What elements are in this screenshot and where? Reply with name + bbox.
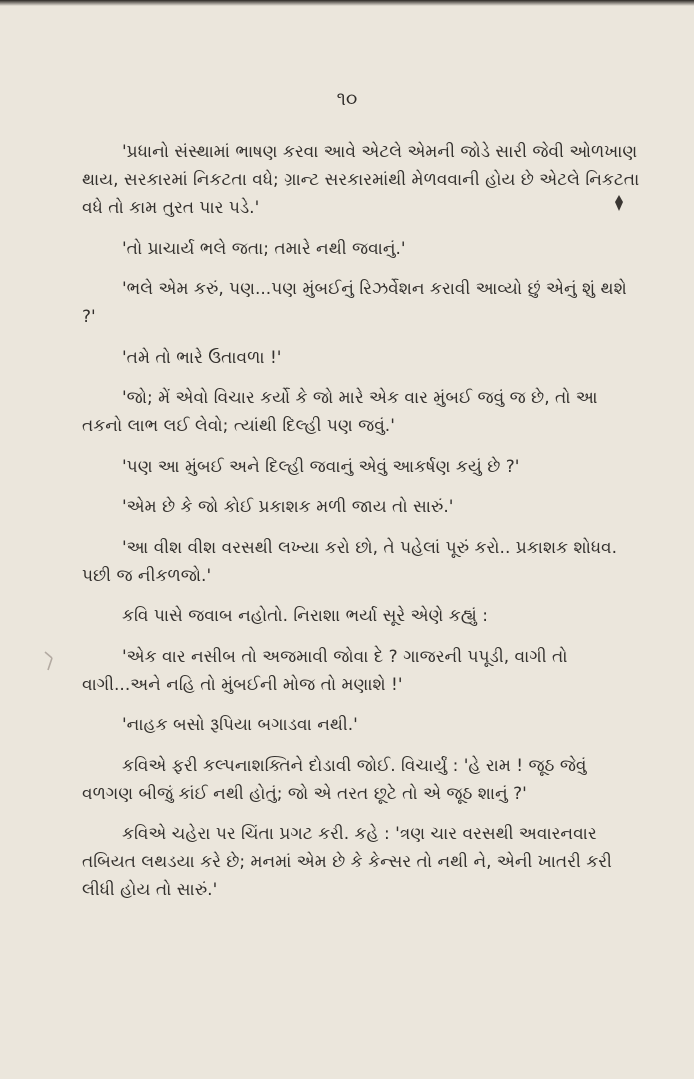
paragraph: 'જો; મેં એવો વિચાર કર્યો કે જો મારે એક વાર મુંબઈ જવું જ છે, તો આ તકનો લાભ લઈ લેવો; ત્યાંથી દિલ્હી પણ જવું.' [82,388,598,436]
margin-ink-mark [42,648,56,674]
paragraph: કવિએ ચહેરા પર ચિંતા પ્રગટ કરી. કહે : 'ત્રણ ચાર વરસથી અવારનવાર તબિયત લથડયા કરે છે; મનમાં એમ છે કે કેન્સર તો નથી ને, એની ખાતરી કરી લીધી હોય તો સારું.' [82,824,612,900]
body-text [82,138,642,917]
paragraph: 'એમ છે કે જો કોઈ પ્રકાશક મળી જાય તો સારું.' [122,497,454,517]
paragraph: 'તો પ્રાચાર્ય ભલે જતા; તમારે નથી જવાનું.' [122,238,406,259]
paragraph: 'ભલે એમ કરું, પણ...પણ મુંબઈનું રિઝર્વેશન કરાવી આવ્યો છું એનું શું થશે ?' [82,279,627,327]
paragraph: કવિ પાસે જવાબ નહોતો. નિરાશા ભર્યા સૂરે એણે કહ્યું : [122,606,488,626]
paragraph: 'પણ આ મુંબઈ અને દિલ્હી જવાનું એવું આકર્ષણ કયું છે ?' [122,456,520,477]
paragraph: 'આ વીશ વીશ વરસથી લખ્યા કરો છો, તે પહેલાં પૂરું કરો.. પ્રકાશક શોધવ. પછી જ નીકળજો.' [82,537,618,586]
paragraph: 'તમે તો ભારે ઉતાવળા !' [122,347,282,368]
paragraph: 'એક વાર નસીબ તો અજમાવી જોવા દે ? ગાજરની પપૂડી, વાગી તો વાગી...અને નહિ તો મુંબઈની મોજ તો મણાશે !' [82,646,568,695]
paragraph: 'પ્રધાનો સંસ્થામાં ભાષણ કરવા આવે એટલે એમની જોડે સારી જેવી ઓળખાણ થાય, સરકારમાં નિકટતા વધે; ગ્રાન્ટ સરકારમાંથી મેળવવાની હોય છે એટલે નિકટતા વધે તો કામ તુરત પાર પડે.' [82,142,640,218]
paragraph: 'નાહક બસો રૂપિયા બગાડવા નથી.' [122,715,358,735]
page-number: ૧૦ [336,88,358,110]
paragraph: કવિએ ફરી કલ્પનાશક્તિને દોડાવી જોઈ. વિચાર્યું : 'હે રામ ! જૂઠ જેવું વળગણ બીજું કાંઈ નથી હોતું; જો એ તરત છૂટે તો એ જૂઠ શાનું ?' [82,755,587,804]
margin-ink-blot [612,193,626,213]
